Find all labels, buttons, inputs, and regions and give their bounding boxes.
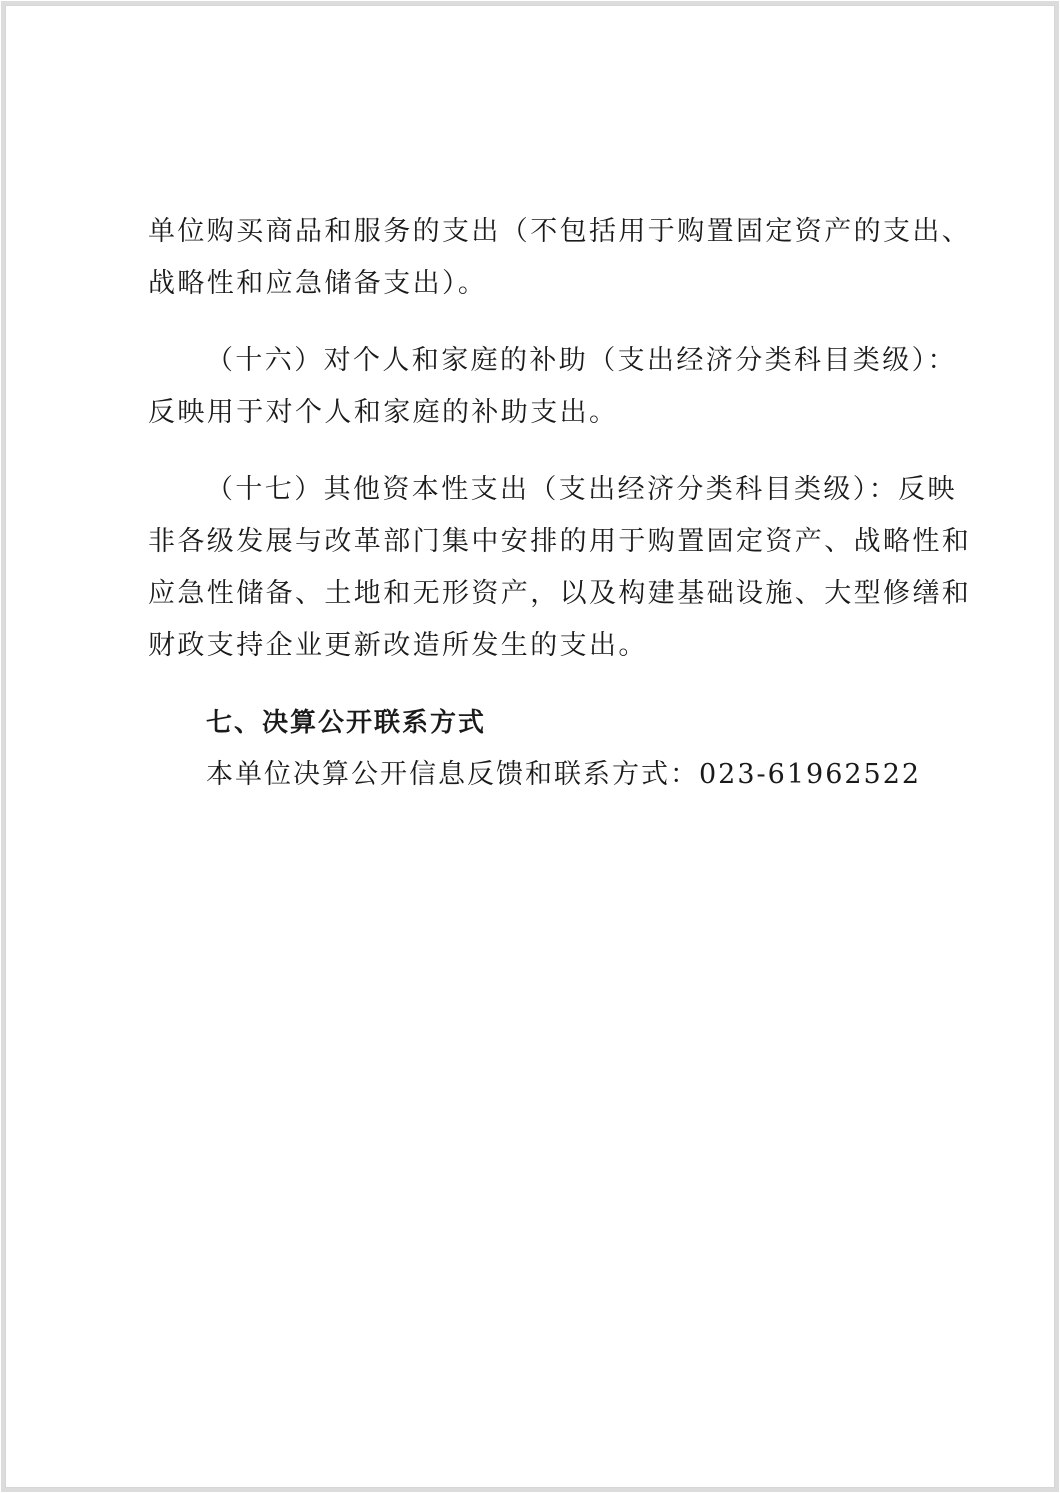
contact-info: 本单位决算公开信息反馈和联系方式：023-61962522 — [206, 759, 922, 790]
section-contact — [148, 697, 928, 801]
text-line: 应急性储备、土地和无形资产，以及构建基础设施、大型修缮和 — [148, 578, 972, 609]
text-line: （十六）对个人和家庭的补助（支出经济分类科目类级）： — [206, 345, 957, 376]
document-body — [148, 206, 972, 801]
text-line: 非各级发展与改革部门集中安排的用于购置固定资产、战略性和 — [148, 526, 972, 557]
paragraph-item-16 — [148, 335, 957, 439]
document-page — [5, 5, 1055, 1488]
text-line: 战略性和应急储备支出）。 — [148, 268, 488, 299]
paragraph-item-17 — [148, 464, 972, 672]
section-heading: 七、决算公开联系方式 — [206, 708, 487, 738]
paragraph-goods-services — [148, 206, 972, 310]
text-line: 财政支持企业更新改造所发生的支出。 — [148, 630, 648, 661]
text-line: （十七）其他资本性支出（支出经济分类科目类级）：反映 — [206, 474, 957, 505]
text-line: 单位购买商品和服务的支出（不包括用于购置固定资产的支出、 — [148, 216, 972, 247]
text-line: 反映用于对个人和家庭的补助支出。 — [148, 397, 619, 428]
